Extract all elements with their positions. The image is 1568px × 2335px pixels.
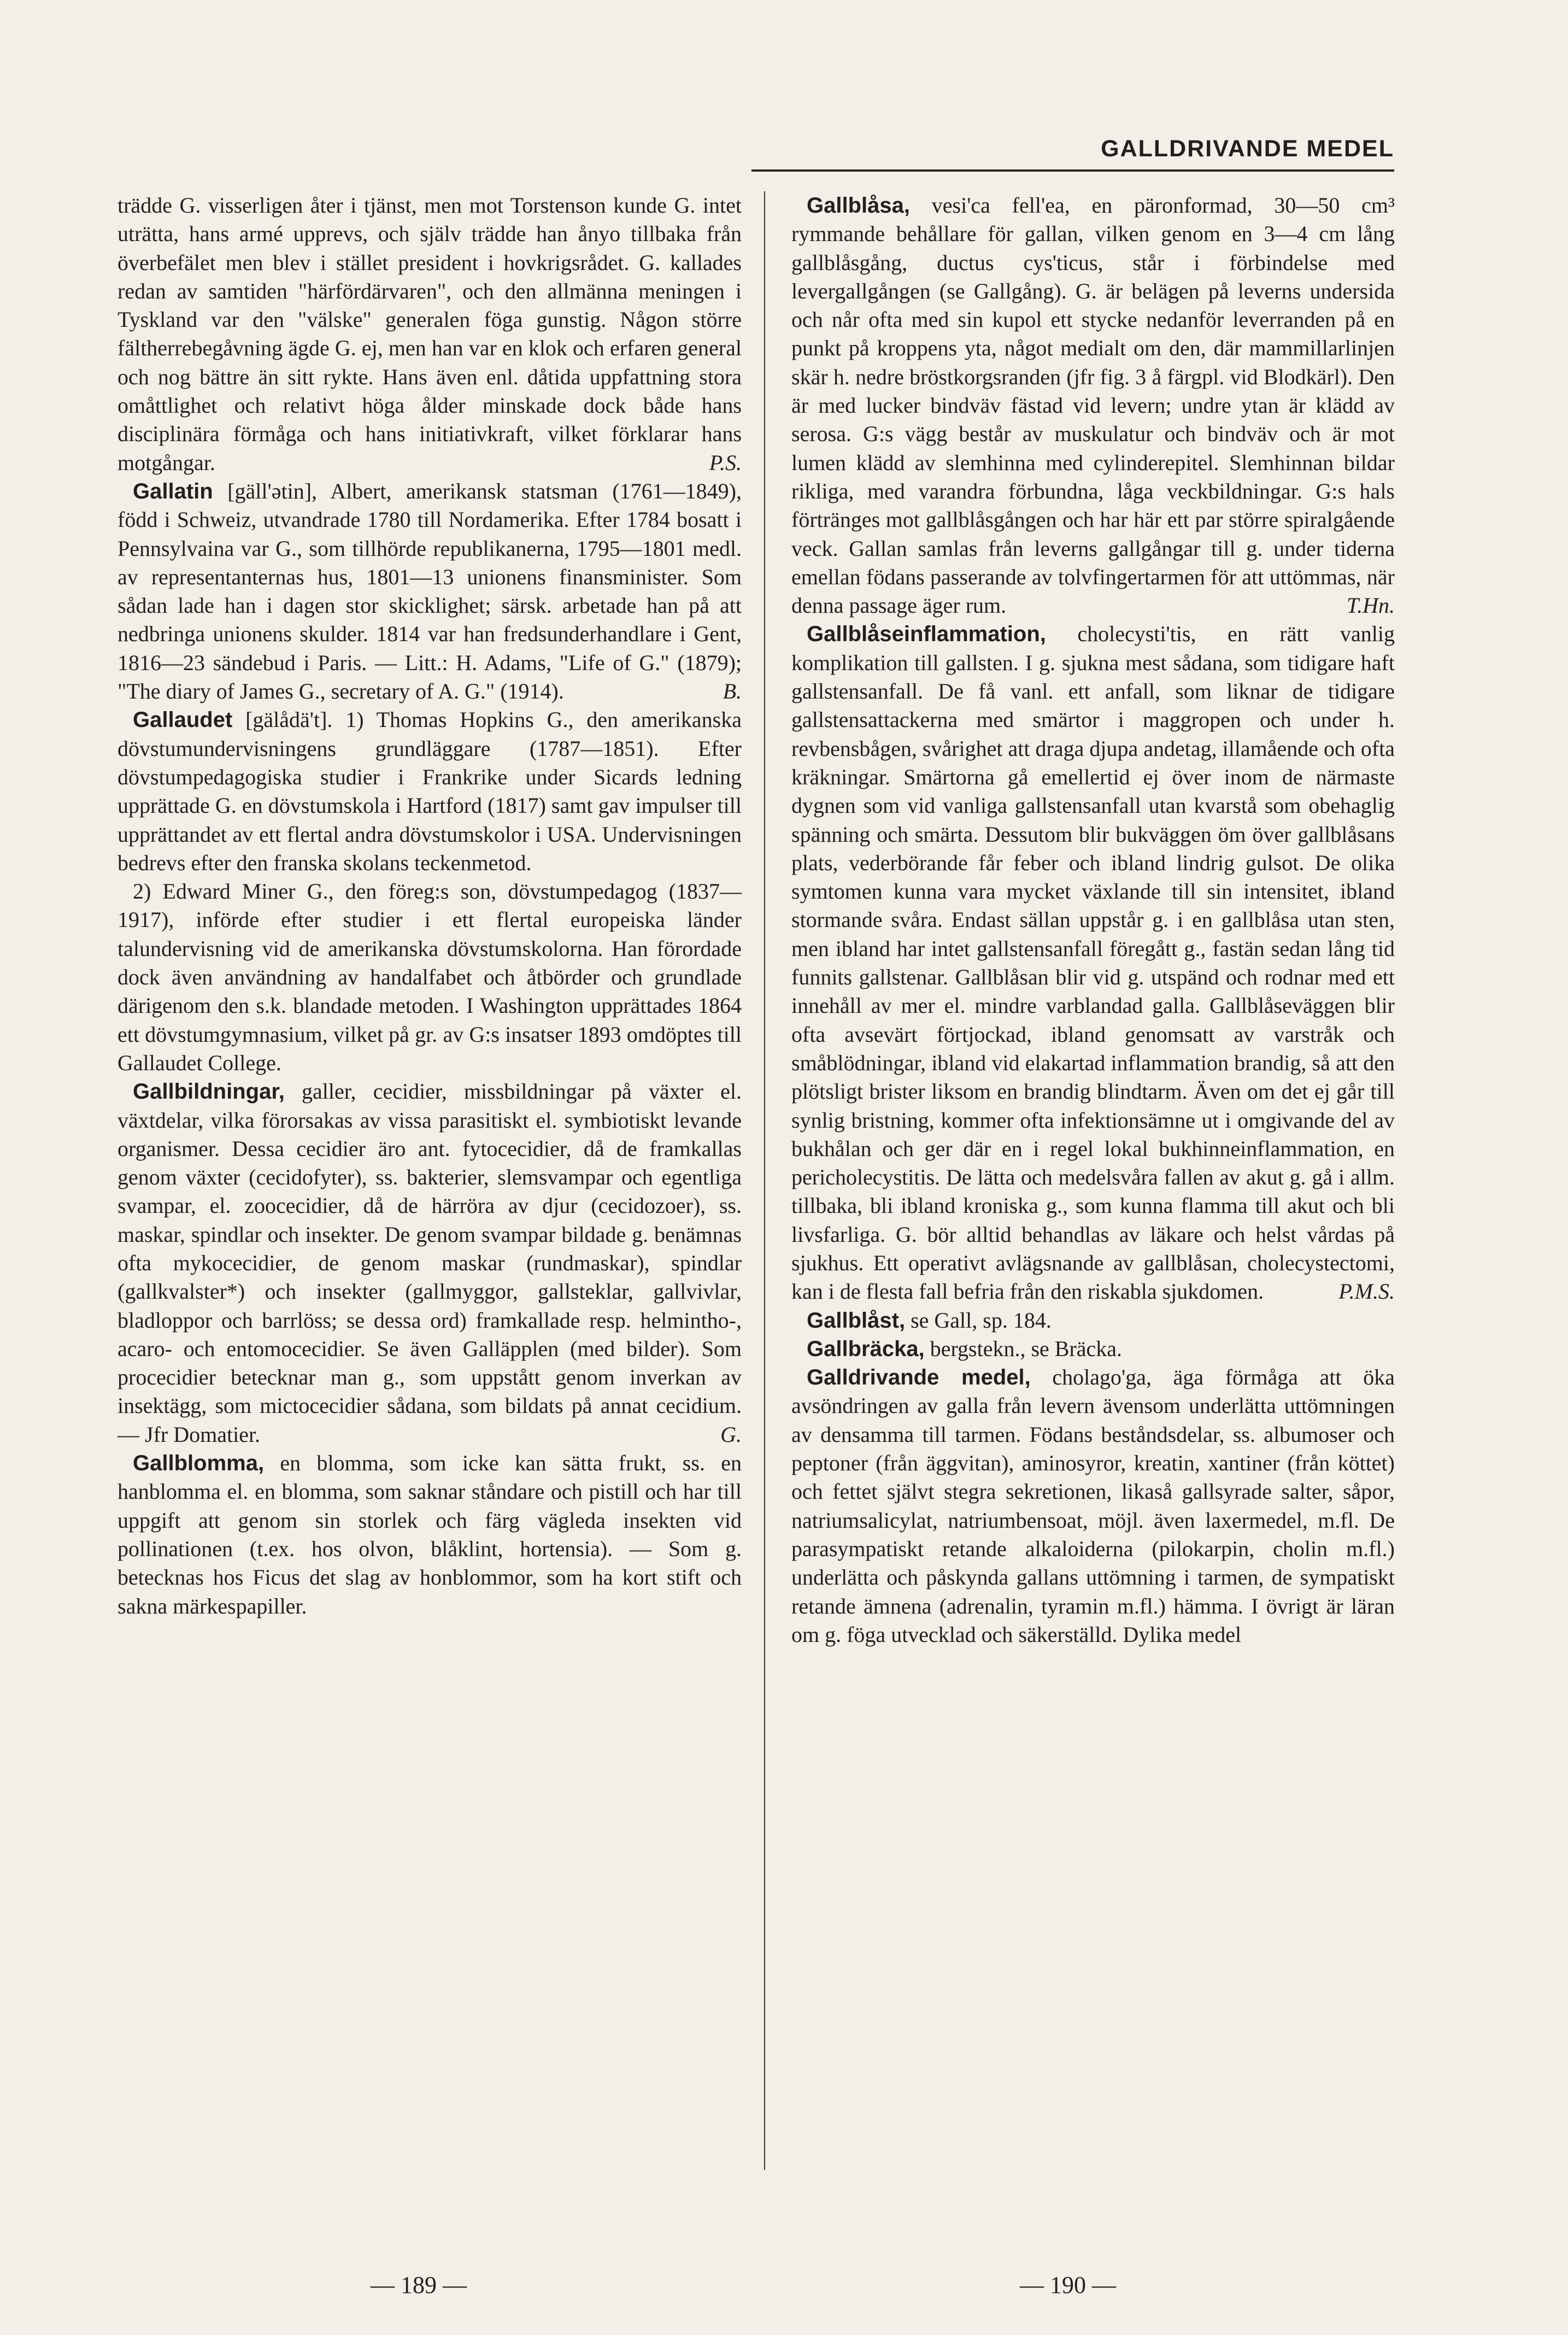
entry-text: vesi'ca fell'ea, en päronformad, 30—50 cm³ rymmande behållare för gallan, vilken genom en 3—4 cm lång gallblåsgång, ductus cys'ticus, står i förbindelse med levergallgången (se Gallgång). G. är belägen på leverns undersida och når ofta med sin kupol ett stycke nedanför leverranden på en punkt på kroppens yta, något medialt om den, där mammillarlinjen skär h. nedre bröstkorgsranden (jfr fig. 3 å färgpl. vid Blodkärl). Den är med lucker bindväv fästad vid levern; undre ytan är klädd av serosa. G:s vägg består av muskulatur och bindväv och är mot lumen klädd av slemhinna med cylinderepitel. Slemhinnan bildar rikliga, med varandra förbundna, låga veckbildningar. G:s hals förtränges mot gallblåsgången och har här ett par större spiralgående veck. Gallan samlas från leverns gallgångar till g. under tiderna emellan födans passerande av tolvfingertarmen för att uttömmas, när denna passage äger rum. [791,193,1395,618]
entry-text: cholecysti'tis, en rätt vanlig komplikation till gallsten. I g. sjukna mest sådana, som tidigare haft gallstensanfall. De få vanl. ett anfall, som liknar de tidigare gallstensattackerna med smärtor i maggropen och under h. revbensbågen, svårighet att draga djupa andetag, illamående och ofta kräkningar. Smärtorna gå emellertid ej över inom de närmaste dygnen som vid vanliga gallstensanfall utan kvarstå som obehaglig spänning och smärta. Dessutom blir bukväggen öm över gallblåsans plats, vederbörande får feber och ibland lindrig gulsot. De olika symtomen kunna vara mycket växlande till sin intensitet, ibland stormande svåra. Endast sällan uppstår g. i en gallblåsa utan sten, men ibland har intet gallstensanfall föregått g., fastän sedan lång tid funnits gallstenar. Gallblåsan blir vid g. utspänd och rodnar med ett innehåll av mer el. mindre varblandad galla. Gallblåseväggen blir ofta avsevärt förtjockad, ibland genomsatt av varstråk och småblödningar, ibland vid elakartad inflammation brandig, så att den plötsligt brister liksom en brandig blindtarm. Även om det ej går till synlig bristning, kommer ofta infektionsämne ut i omgivande del av bukhålan och ger där en i regel lokal bukhinneinflammation, en pericholecystitis. De lätta och medelsvåra fallen av akut g. gå i allm. tillbaka, bli ibland kroniska g., som kunna flamma till akut och bli livsfarliga. G. bör alltid behandlas av läkare och helst vårdas på sjukhus. Ett operativt avlägsnande av gallblåsan, cholecystectomi, kan i de flesta fall befria från den riskabla sjukdomen. [791,621,1395,1304]
entry-headword: Gallbildningar, [133,1080,285,1104]
entry-text: [gälådä't]. 1) Thomas Hopkins G., den amerikanska dövstumundervisningens grundläggare (1787—1851). Efter dövstumpedagogiska studier i Frankrike under Sicards ledning upprättade G. en dövstumskola i Hartford (1817) samt gav impulser till upprättandet av ett flertal andra dövstumskolor i USA. Undervisningen bedrevs efter den franska skolans teckenmetod. [118,707,742,875]
entry-gallbracka [791,1335,1395,1363]
page-number-right: — 190 — [1020,2272,1116,2298]
entry-gallblaseinflammation [791,620,1395,1306]
running-header: GALLDRIVANDE MEDEL [1101,136,1394,162]
page-number-left: — 189 — [371,2272,467,2298]
entry-gallaudet [118,706,742,877]
entry-gallblasa [791,191,1395,620]
entry-headword: Gallblåseinflammation, [807,622,1046,647]
entry-text: bergstekn., se Bräcka. [924,1336,1123,1361]
entry-gallbildningar [118,1077,742,1449]
entry-text: [gäll'ətin], Albert, amerikansk statsman (1761—1849), född i Schweiz, utvandrade 1780 till Nordamerika. Efter 1784 bosatt i Pennsylvaina var G., som tillhörde republikanerna, 1795—1801 medl. av representanternas hus, 1801—13 unionens finansminister. Som sådan lade han i dagen stor skicklighet; särsk. arbetade han på att nedbringa unionens skulder. 1814 var han fredsunderhandlare i Gent, 1816—23 sändebud i Paris. — Litt.: H. Adams, "Life of G." (1879); "The diary of James G., secretary of A. G." (1914). [118,478,742,704]
entry-continuation [118,191,742,477]
header-rule [751,169,1394,172]
entry-signature: G. [720,1422,742,1447]
right-column [791,191,1395,1649]
entry-headword: Gallatin [133,479,213,503]
entry-headword: Gallaudet [133,708,233,732]
entry-gallaudet-2 [118,877,742,1077]
entry-headword: Gallblåsa, [807,193,910,218]
entry-signature: B. [723,679,742,704]
entry-gallatin [118,477,742,706]
entry-text: trädde G. visserligen åter i tjänst, men mot Torstenson kunde G. intet uträtta, hans armé upprevs, och själv trädde han ånyo tillbaka från överbefälet men blev i stället president i hovkrigsrådet. G. kallades redan av samtiden "härfördärvaren", och den allmänna meningen i Tyskland var den "välske" generalen föga gunstig. Någon större fältherrebegåvning ägde G. ej, men han var en klok och erfaren general och nog bättre än sitt rykte. Hans även enl. dåtida uppfattning stora omåttlighet och relativt höga ålder minskade dock både hans disciplinära förmåga och hans initiativkraft, vilket förklarar hans motgångar. [118,193,742,475]
entry-headword: Gallbräcka, [807,1336,925,1361]
entry-text: 2) Edward Miner G., den föreg:s son, dövstumpedagog (1837—1917), införde efter studier i ett flertal europeiska länder talundervisning vid de amerikanska dövstumskolorna. Han förordade dock även användning av handalfabet och åtbörder och grundlade därigenom den s.k. blandade metoden. I Washington upprättades 1864 ett dövstumgymnasium, vilket på gr. av G:s insatser 1893 omdöptes till Gallaudet College. [118,879,742,1075]
entry-galldrivande-medel [791,1363,1395,1649]
column-divider [764,191,765,2170]
entry-headword: Gallblomma, [133,1451,265,1476]
entry-text: se Gall, sp. 184. [905,1307,1052,1333]
entry-text: en blomma, som icke kan sätta frukt, ss. en hanblomma el. en blomma, som saknar ståndare och pistill och har till uppgift att genom sin storlek och färg vägleda insekten vid pollinationen (t.ex. hos olvon, blåklint, hortensia). — Som g. betecknas hos Ficus det slag av honblommor, som ha kort stift och sakna märkespapiller. [118,1451,742,1618]
entry-gallblast [791,1306,1395,1335]
entry-headword: Gallblåst, [807,1308,906,1333]
entry-headword: Galldrivande medel, [807,1365,1031,1390]
entry-signature: T.Hn. [1346,593,1395,618]
entry-text: cholago'ga, äga förmåga att öka avsöndringen av galla från levern ävensom underlätta uttömningen av densamma till tarmen. Födans beståndsdelar, ss. albumoser och peptoner (från äggvitan), aminosyror, kreatin, xantiner (från köttet) och fettet självt stegra sekretionen, likaså gallsyrade salter, såpor, natriumsalicylat, natriumbensoat, möjl. även laxermedel, m.fl. De parasympatiskt retande alkaloiderna (pilokarpin, cholin m.fl.) underlätta och påskynda gallans uttömning i tarmen, de sympatiskt retande ämnena (adrenalin, tyramin m.fl.) hämma. I övrigt är läran om g. föga utvecklad och säkerställd. Dylika medel [791,1365,1395,1647]
entry-signature: P.M.S. [1338,1279,1395,1304]
left-column [118,191,742,1621]
entry-gallblomma [118,1449,742,1621]
entry-text: galler, cecidier, missbildningar på växter el. växtdelar, vilka förorsakas av vissa parasitiskt el. symbiotiskt levande organismer. Dessa cecidier äro ant. fytocecidier, då de framkallas genom växter (cecidofyter), ss. bakterier, slemsvampar och egentliga svampar, el. zoocecidier, då de härröra av djur (cecidozoer), ss. maskar, spindlar och insekter. De genom svampar bildade g. benämnas ofta mykocecidier, de genom maskar (rundmaskar), spindlar (gallkvalster*) och insekter (gallmyggor, gallsteklar, gallvivlar, bladloppor och barrlöss; se dessa ord) framkallade resp. helmintho-, acaro- och entomocecidier. Se även Galläpplen (med bilder). Som procecidier betecknar man g., som uppstått genom inverkan av insektägg, som mictocecidier sådana, som bildats på annat cecidium. — Jfr Domatier. [118,1079,742,1447]
entry-signature: P.S. [709,450,742,475]
